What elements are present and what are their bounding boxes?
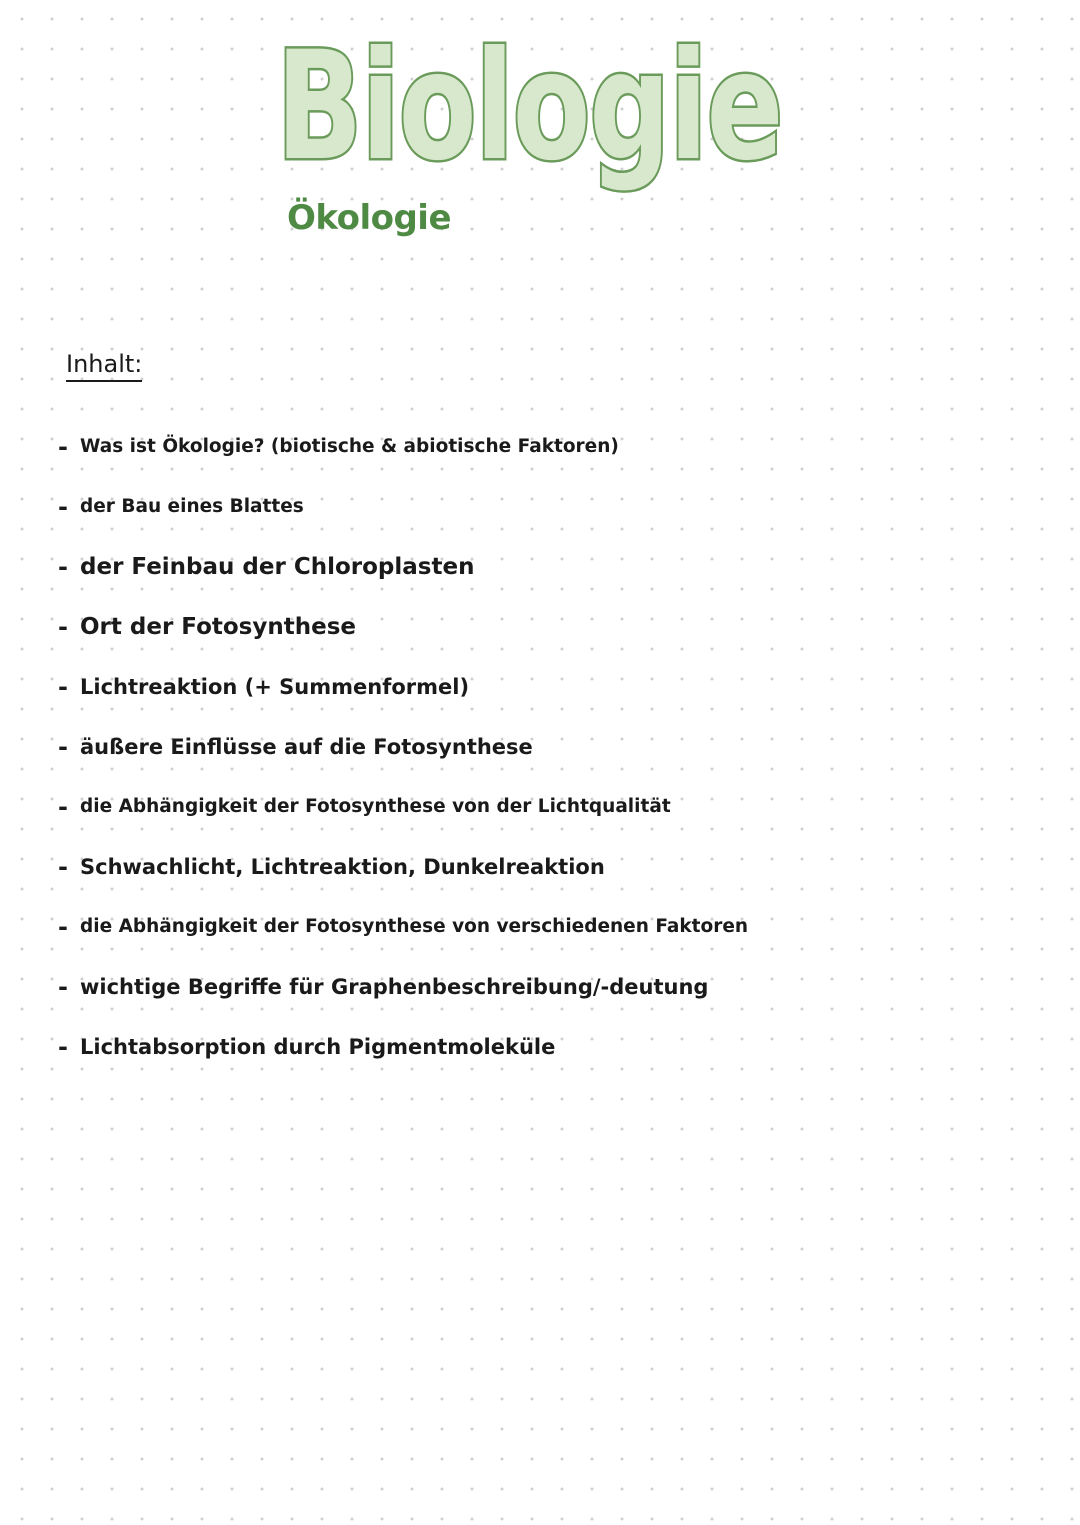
list-item [58,912,1048,972]
bullet-dash: - [58,913,68,941]
list-item [58,852,1048,912]
list-item [58,432,1048,492]
list-item-text: äußere Einflüsse auf die Fotosynthese [80,735,533,759]
list-item-text: Ort der Fotosynthese [80,614,356,640]
page-title: Biologie [276,20,782,194]
list-item [58,1032,1048,1092]
bullet-dash: - [58,673,68,701]
contents-heading-label: Inhalt: [66,350,142,382]
list-item [58,732,1048,792]
list-item [58,672,1048,732]
list-item-text: wichtige Begriffe für Graphenbeschreibung/-deutung [80,975,709,999]
list-item-text: Lichtabsorption durch Pigmentmoleküle [80,1035,556,1059]
bullet-dash: - [58,433,68,461]
list-item [58,492,1048,552]
page-subtitle: Ökologie [287,198,452,238]
bullet-dash: - [58,1033,68,1061]
bullet-dash: - [58,493,68,521]
list-item [58,792,1048,852]
list-item-text: die Abhängigkeit der Fotosynthese von verschiedenen Faktoren [80,916,749,937]
list-item [58,552,1048,612]
list-item [58,612,1048,672]
bullet-dash: - [58,613,68,641]
list-item-text: der Feinbau der Chloroplasten [80,554,475,580]
bullet-dash: - [58,733,68,761]
title-graphic [270,10,790,280]
bullet-dash: - [58,793,68,821]
list-item-text: Was ist Ökologie? (biotische & abiotische Faktoren) [80,436,619,457]
list-item [58,972,1048,1032]
bullet-dash: - [58,553,68,581]
contents-heading [66,350,142,378]
contents-list [58,432,1048,1092]
list-item-text: Schwachlicht, Lichtreaktion, Dunkelreaktion [80,855,605,879]
bullet-dash: - [58,853,68,881]
list-item-text: die Abhängigkeit der Fotosynthese von der Lichtqualität [80,796,671,817]
list-item-text: Lichtreaktion (+ Summenformel) [80,675,470,699]
list-item-text: der Bau eines Blattes [80,496,304,517]
bullet-dash: - [58,973,68,1001]
